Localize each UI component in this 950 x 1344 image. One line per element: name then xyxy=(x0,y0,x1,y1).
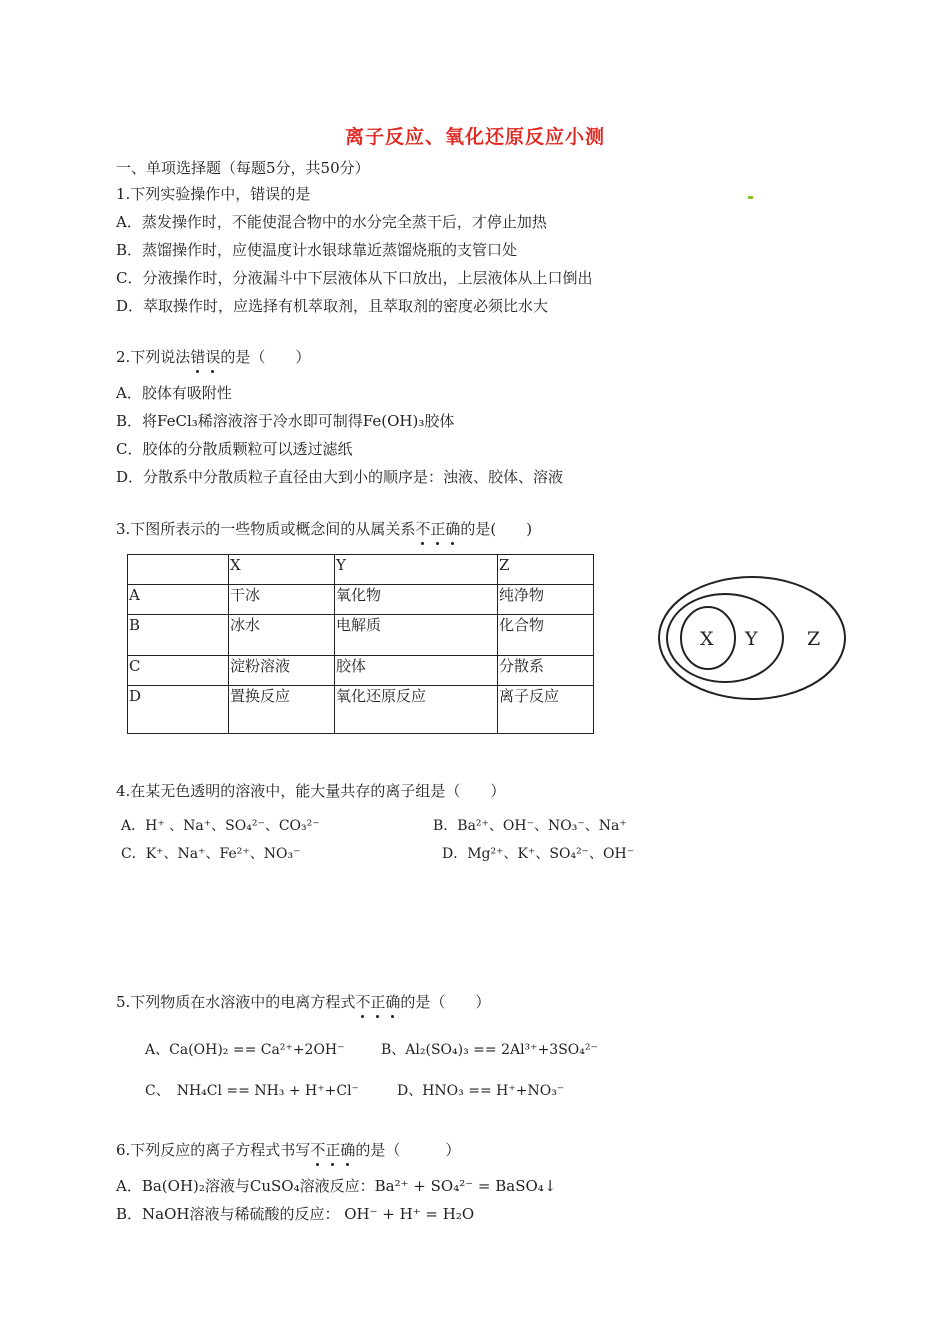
table-cell: Z xyxy=(498,555,594,585)
q1-option-b: B．蒸馏操作时，应使温度计水银球靠近蒸馏烧瓶的支管口处 xyxy=(116,241,518,259)
emphasis-char: 确 xyxy=(385,993,400,1011)
emphasis-char: 正 xyxy=(370,993,385,1011)
q5-option-c: C、 NH₄Cl == NH₃ + H⁺+Cl⁻ xyxy=(145,1083,359,1099)
table-cell: Y xyxy=(335,555,498,585)
emphasis-char: 不 xyxy=(415,520,430,538)
q2-option-c: C．胶体的分散质颗粒可以透过滤纸 xyxy=(116,440,353,458)
q2-stem-part2: 的是（ ） xyxy=(220,348,311,366)
table-cell: X xyxy=(229,555,335,585)
table-cell: 氧化物 xyxy=(335,585,498,615)
q5-stem-part1: 5.下列物质在水溶液中的电离方程式 xyxy=(116,993,356,1011)
q3-table xyxy=(127,554,594,734)
table-cell: 氧化还原反应 xyxy=(335,686,498,734)
q5-stem-part2: 的是（ ） xyxy=(400,993,491,1011)
table-cell: 分散系 xyxy=(498,656,594,686)
table-cell: B xyxy=(128,615,229,656)
table-row xyxy=(128,656,594,686)
table-cell: 胶体 xyxy=(335,656,498,686)
table-row xyxy=(128,615,594,656)
q1-option-a: A．蒸发操作时，不能使混合物中的水分完全蒸干后，才停止加热 xyxy=(116,213,547,231)
q5-option-a: A、Ca(OH)₂ == Ca²⁺+2OH⁻ xyxy=(145,1042,345,1058)
q4-option-a: A．H⁺ 、Na⁺、SO₄²⁻、CO₃²⁻ xyxy=(121,818,320,834)
q3-stem-part1: 3.下图所表示的一些物质或概念间的从属关系 xyxy=(116,520,416,538)
emphasis-char: 误 xyxy=(205,348,220,366)
table-cell: 冰水 xyxy=(229,615,335,656)
table-cell xyxy=(128,555,229,585)
table-cell: 纯净物 xyxy=(498,585,594,615)
table-cell: 淀粉溶液 xyxy=(229,656,335,686)
q3-stem-part2: 的是( ) xyxy=(460,520,533,538)
table-cell: 化合物 xyxy=(498,615,594,656)
q4-option-d: D．Mg²⁺、K⁺、SO₄²⁻、OH⁻ xyxy=(442,846,635,862)
diagram-label-z: Z xyxy=(807,628,821,650)
q2-option-d: D．分散系中分散质粒子直径由大到小的顺序是：浊液、胶体、溶液 xyxy=(116,468,564,486)
table-cell: D xyxy=(128,686,229,734)
q2-stem xyxy=(116,347,310,367)
q4-option-c: C．K⁺、Na⁺、Fe²⁺、NO₃⁻ xyxy=(121,846,301,862)
diagram-label-x: X xyxy=(700,628,714,650)
emphasis-char: 确 xyxy=(340,1141,355,1159)
middle-ellipse-y xyxy=(667,594,783,682)
q1-option-c: C．分液操作时，分液漏斗中下层液体从下口放出，上层液体从上口倒出 xyxy=(116,269,593,287)
q6-option-b: B．NaOH溶液与稀硫酸的反应： OH⁻ + H⁺ = H₂O xyxy=(116,1205,475,1223)
stray-mark xyxy=(748,196,753,199)
q3-stem xyxy=(116,519,532,539)
q2-option-b: B．将FeCl₃稀溶液溶于冷水即可制得Fe(OH)₃胶体 xyxy=(116,412,455,430)
table-row xyxy=(128,686,594,734)
page-title: 离子反应、氧化还原反应小测 xyxy=(344,126,605,148)
table-cell: 置换反应 xyxy=(229,686,335,734)
section-heading: 一、单项选择题（每题5分，共50分） xyxy=(116,159,370,177)
q2-option-a: A．胶体有吸附性 xyxy=(116,384,232,402)
nested-sets-diagram xyxy=(655,574,850,704)
emphasis-char: 不 xyxy=(310,1141,325,1159)
table-row xyxy=(128,585,594,615)
q6-stem xyxy=(116,1140,460,1160)
q6-stem-part2: 的是（ ） xyxy=(355,1141,461,1159)
table-cell: 离子反应 xyxy=(498,686,594,734)
emphasis-char: 确 xyxy=(445,520,460,538)
q1-stem: 1.下列实验操作中，错误的是 xyxy=(116,185,311,203)
emphasis-char: 错 xyxy=(190,348,205,366)
q6-stem-part1: 6.下列反应的离子方程式书写 xyxy=(116,1141,311,1159)
q5-option-b: B、Al₂(SO₄)₃ == 2Al³⁺+3SO₄²⁻ xyxy=(381,1042,598,1058)
emphasis-char: 不 xyxy=(355,993,370,1011)
q4-option-b: B．Ba²⁺、OH⁻、NO₃⁻、Na⁺ xyxy=(433,818,627,834)
table-cell: 干冰 xyxy=(229,585,335,615)
table-cell: A xyxy=(128,585,229,615)
diagram-label-y: Y xyxy=(745,628,758,650)
q4-stem: 4.在某无色透明的溶液中，能大量共存的离子组是（ ） xyxy=(116,782,506,800)
table-row xyxy=(128,555,594,585)
q6-option-a: A．Ba(OH)₂溶液与CuSO₄溶液反应：Ba²⁺ + SO₄²⁻ = BaSO₄↓ xyxy=(116,1177,557,1195)
table-cell: C xyxy=(128,656,229,686)
q5-option-d: D、HNO₃ == H⁺+NO₃⁻ xyxy=(397,1083,565,1099)
table-cell: 电解质 xyxy=(335,615,498,656)
emphasis-char: 正 xyxy=(430,520,445,538)
q2-stem-part1: 2.下列说法 xyxy=(116,348,191,366)
q5-stem xyxy=(116,992,490,1012)
emphasis-char: 正 xyxy=(325,1141,340,1159)
q1-option-d: D．萃取操作时，应选择有机萃取剂，且萃取剂的密度必须比水大 xyxy=(116,297,549,315)
